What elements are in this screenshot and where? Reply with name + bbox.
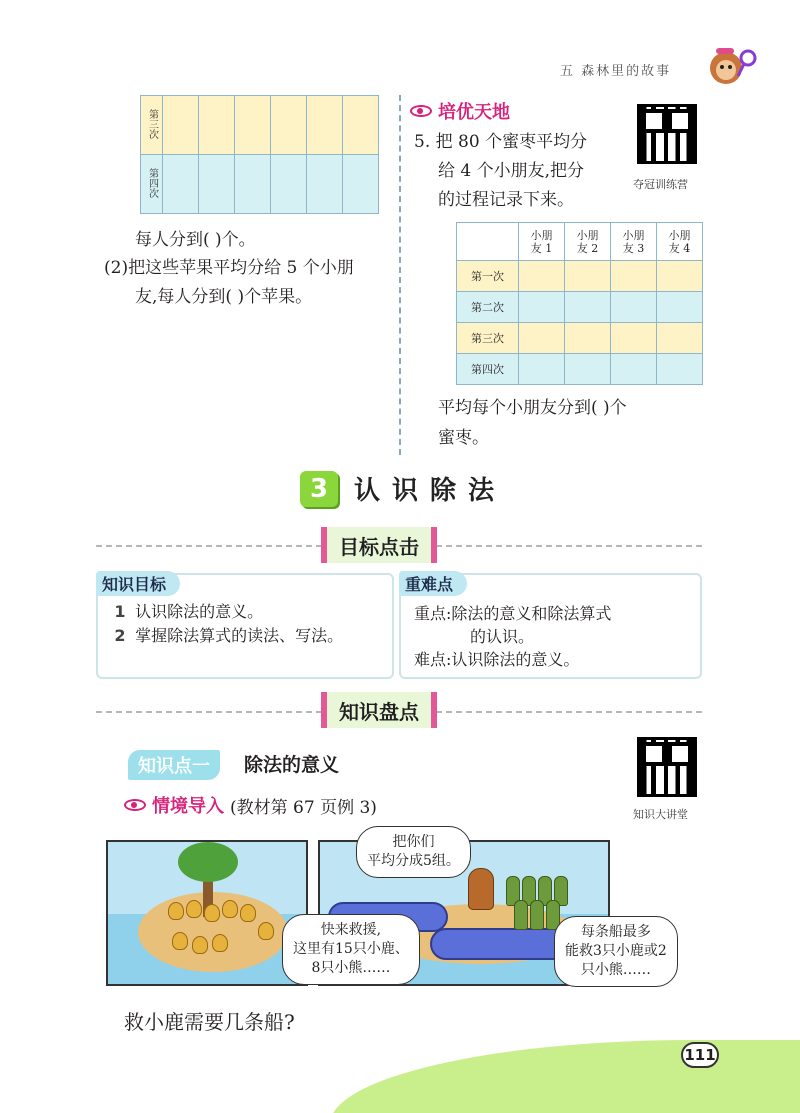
answer-line-jujube: 蜜枣。 <box>438 428 489 448</box>
deer-icon <box>204 904 220 922</box>
scenario-heading: 情境导入 (教材第 67 页例 3) <box>124 792 377 818</box>
table-cell[interactable] <box>271 155 307 214</box>
table-cell[interactable] <box>307 96 343 155</box>
table-cell[interactable] <box>657 292 703 323</box>
column-divider <box>399 95 401 455</box>
target-banner: 目标点击 <box>321 527 437 563</box>
question-5-line2: 给 4 个小朋友,把分 <box>438 161 585 181</box>
col-header: 小朋 友 3 <box>611 223 657 261</box>
table-corner <box>457 223 519 261</box>
table-cell[interactable] <box>163 155 199 214</box>
answer-line-each: 每人分到( )个。 <box>135 230 256 250</box>
table-cell[interactable] <box>611 323 657 354</box>
row-label: 第四次 <box>457 354 519 385</box>
table-cell[interactable] <box>611 354 657 385</box>
question-5-line1: 5. 把 80 个蜜枣平均分 <box>414 132 588 152</box>
table-cell[interactable] <box>657 323 703 354</box>
comic-panel-animals <box>106 840 308 986</box>
qr-code-icon[interactable] <box>637 104 697 164</box>
bear-icon <box>258 922 274 940</box>
table-cell[interactable] <box>657 261 703 292</box>
knowledge-point-tag: 知识点一 <box>128 750 220 780</box>
peiyou-heading: 培优天地 <box>410 98 510 124</box>
bear-icon <box>212 934 228 952</box>
table-cell[interactable] <box>519 323 565 354</box>
running-header: 五 森林里的故事 <box>560 64 672 79</box>
table-cell[interactable] <box>199 155 235 214</box>
speech-bubble-boat: 每条船最多 能救3只小鹿或2 只小熊…… <box>554 916 678 987</box>
goal-item-1: 1 认识除法的意义。 <box>114 602 264 621</box>
table-cell[interactable] <box>519 292 565 323</box>
tree-top <box>178 842 238 882</box>
table-cell[interactable] <box>657 354 703 385</box>
eye-icon <box>124 799 146 811</box>
row-label: 第一次 <box>457 261 519 292</box>
table-cell[interactable] <box>343 155 379 214</box>
soldier-icon <box>514 900 528 930</box>
table-cell[interactable] <box>163 96 199 155</box>
jujube-record-table <box>456 222 703 385</box>
knowledge-goals-tag: 知识目标 <box>96 571 180 596</box>
speech-bubble-chief: 把你们 平均分成5组。 <box>356 826 471 878</box>
monkey-mascot-icon <box>706 42 760 90</box>
lesson-title-text: 认识除法 <box>354 476 507 506</box>
deer-icon <box>222 900 238 918</box>
table-cell[interactable] <box>565 323 611 354</box>
table-cell[interactable] <box>235 96 271 155</box>
table-cell[interactable] <box>271 96 307 155</box>
lion-chief-icon <box>468 868 494 910</box>
table-cell[interactable] <box>235 155 271 214</box>
qr-code-icon[interactable] <box>637 737 697 797</box>
table-cell[interactable] <box>565 354 611 385</box>
col-header: 小朋 友 1 <box>519 223 565 261</box>
table-cell[interactable] <box>565 292 611 323</box>
col-header: 小朋 友 2 <box>565 223 611 261</box>
bear-icon <box>192 936 208 954</box>
key-point-line1: 重点:除法的意义和除法算式 <box>414 604 612 623</box>
key-point-line2: 的认识。 <box>470 627 535 646</box>
eye-icon <box>410 105 432 117</box>
page-number: 111 <box>681 1042 719 1068</box>
speech-bubble-help: 快来救援, 这里有15只小鹿、 8只小熊…… <box>282 914 420 985</box>
hard-point-line: 难点:认识除法的意义。 <box>414 650 580 669</box>
table-cell[interactable] <box>565 261 611 292</box>
table-cell[interactable] <box>343 96 379 155</box>
goal-item-2: 2 掌握除法算式的读法、写法。 <box>114 626 344 645</box>
qr-label-training: 夺冠训练营 <box>633 178 688 191</box>
table-cell[interactable] <box>611 292 657 323</box>
bear-icon <box>172 932 188 950</box>
question-deer-boats: 救小鹿需要几条船? <box>124 1010 295 1034</box>
qr-label-lecture: 知识大讲堂 <box>633 808 688 821</box>
inventory-banner: 知识盘点 <box>321 692 437 728</box>
deer-icon <box>168 902 184 920</box>
question-5-line3: 的过程记录下来。 <box>438 190 574 210</box>
row-label-third: 第三次 <box>141 96 163 155</box>
col-header: 小朋 友 4 <box>657 223 703 261</box>
question-2-line1: (2)把这些苹果平均分给 5 个小朋 <box>104 258 354 278</box>
lesson-title <box>300 470 506 507</box>
table-cell[interactable] <box>199 96 235 155</box>
row-label-fourth: 第四次 <box>141 155 163 214</box>
footer-wave <box>330 1040 800 1113</box>
deer-icon <box>240 904 256 922</box>
table-cell[interactable] <box>611 261 657 292</box>
row-label: 第三次 <box>457 323 519 354</box>
row-label: 第二次 <box>457 292 519 323</box>
key-points-tag: 重难点 <box>399 571 467 596</box>
table-cell[interactable] <box>519 354 565 385</box>
deer-icon <box>186 900 202 918</box>
lesson-number-badge: 3 <box>300 471 338 507</box>
knowledge-point-title: 除法的意义 <box>244 754 340 776</box>
question-2-line2: 友,每人分到( )个苹果。 <box>135 287 313 307</box>
answer-line-average: 平均每个小朋友分到( )个 <box>438 398 627 418</box>
table-cell[interactable] <box>519 261 565 292</box>
soldier-icon <box>530 900 544 930</box>
table-cell[interactable] <box>307 155 343 214</box>
left-record-table <box>140 95 379 214</box>
